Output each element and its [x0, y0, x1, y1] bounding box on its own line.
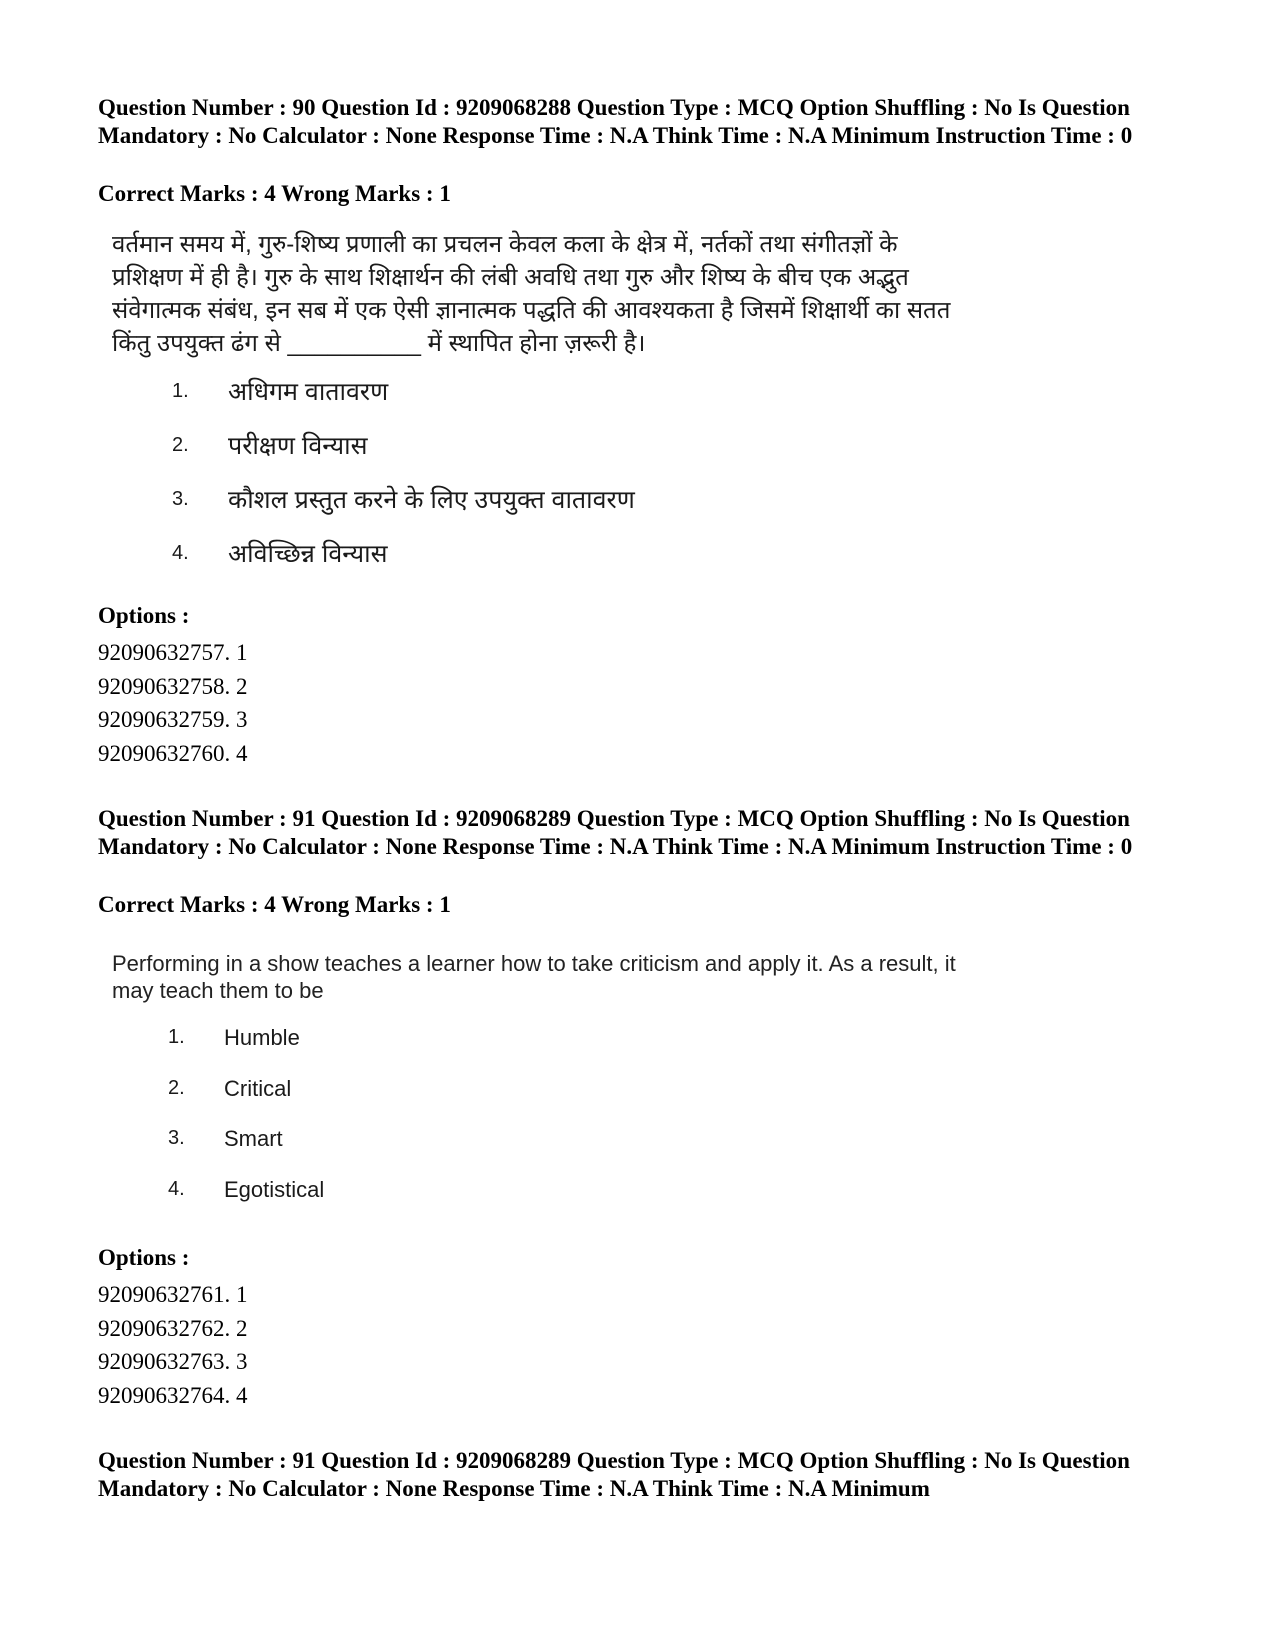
choice-number: 3. — [168, 1127, 185, 1149]
option-item: 92090632762. 2 — [98, 1315, 248, 1341]
option-item: 92090632761. 1 — [98, 1282, 248, 1307]
question-choices — [108, 1022, 1008, 1224]
choice-item — [112, 426, 1012, 480]
choice-text: Egotistical — [224, 1176, 325, 1202]
question-header: Question Number : 90 Question Id : 9209068288 Question Type : MCQ Option Shuffling : No Is Question Mandatory : No Calculator : None Response Time : N.A Think Time : N.A Minimum Instruction Time : 0 — [98, 95, 1133, 148]
choice-text: परीक्षण विन्यास — [228, 432, 368, 460]
choice-number: 1. — [168, 1026, 185, 1048]
choice-number: 4. — [172, 542, 189, 564]
choice-item — [112, 480, 1012, 534]
choice-number: 4. — [168, 1177, 185, 1200]
choice-item — [108, 1022, 1008, 1073]
choice-text: कौशल प्रस्तुत करने के लिए उपयुक्त वातावरण — [228, 486, 635, 514]
question-text: Performing in a show teaches a learner how to take criticism and apply it. As a result, it may teach them to be — [112, 951, 956, 1003]
option-item: 92090632760. 4 — [98, 740, 248, 766]
choice-number: 2. — [172, 434, 189, 456]
choice-item — [108, 1123, 1008, 1174]
choice-item — [112, 534, 1012, 588]
options-title: Options : — [98, 1245, 190, 1270]
option-item: 92090632763. 3 — [98, 1349, 248, 1374]
option-item: 92090632757. 1 — [98, 640, 248, 665]
options-list — [98, 636, 248, 770]
option-item: 92090632758. 2 — [98, 673, 248, 699]
choice-text: Smart — [224, 1126, 283, 1151]
choice-number: 2. — [168, 1076, 185, 1099]
choice-item — [108, 1073, 1008, 1124]
choice-text: Humble — [224, 1025, 300, 1050]
choice-number: 1. — [172, 380, 189, 402]
option-item: 92090632764. 4 — [98, 1382, 248, 1408]
choice-text: अधिगम वातावरण — [228, 378, 389, 406]
choice-number: 3. — [172, 488, 189, 510]
question-marks: Correct Marks : 4 Wrong Marks : 1 — [98, 181, 451, 206]
choice-item — [108, 1174, 1008, 1225]
question-header: Question Number : 91 Question Id : 9209068289 Question Type : MCQ Option Shuffling : No Is Question Mandatory : No Calculator : None Response Time : N.A Think Time : N.A Minimum Instruction Time : 0 — [98, 806, 1133, 859]
choice-item — [112, 372, 1012, 426]
question-choices — [112, 372, 1012, 588]
question-header: Question Number : 91 Question Id : 9209068289 Question Type : MCQ Option Shuffling : No Is Question Mandatory : No Calculator : None Response Time : N.A Think Time : N.A Minimum — [98, 1448, 1130, 1501]
question-text: वर्तमान समय में, गुरु-शिष्य प्रणाली का प्रचलन केवल कला के क्षेत्र में, नर्तकों तथा संगीतज्ञों के प्रशिक्षण में ही है। गुरु के साथ शिक्षार्थन की लंबी अवधि तथा गुरु और शिष्य के बीच एक अद्भुत संवेगात्मक संबंध, इन सब में एक ऐसी ज्ञानात्मक पद्धति की आवश्यकता है जिसमें शिक्षार्थी का सतत किंतु उपयुक्त ढंग से __________ में स्थापित होना ज़रूरी है। — [112, 231, 951, 357]
options-title: Options : — [98, 603, 190, 628]
choice-text: Critical — [224, 1075, 292, 1101]
options-list — [98, 1278, 248, 1412]
choice-text: अविच्छिन्न विन्यास — [228, 540, 388, 568]
question-marks: Correct Marks : 4 Wrong Marks : 1 — [98, 892, 451, 917]
question-image — [112, 228, 1012, 360]
option-item: 92090632759. 3 — [98, 707, 248, 732]
question-image — [112, 950, 1012, 1004]
